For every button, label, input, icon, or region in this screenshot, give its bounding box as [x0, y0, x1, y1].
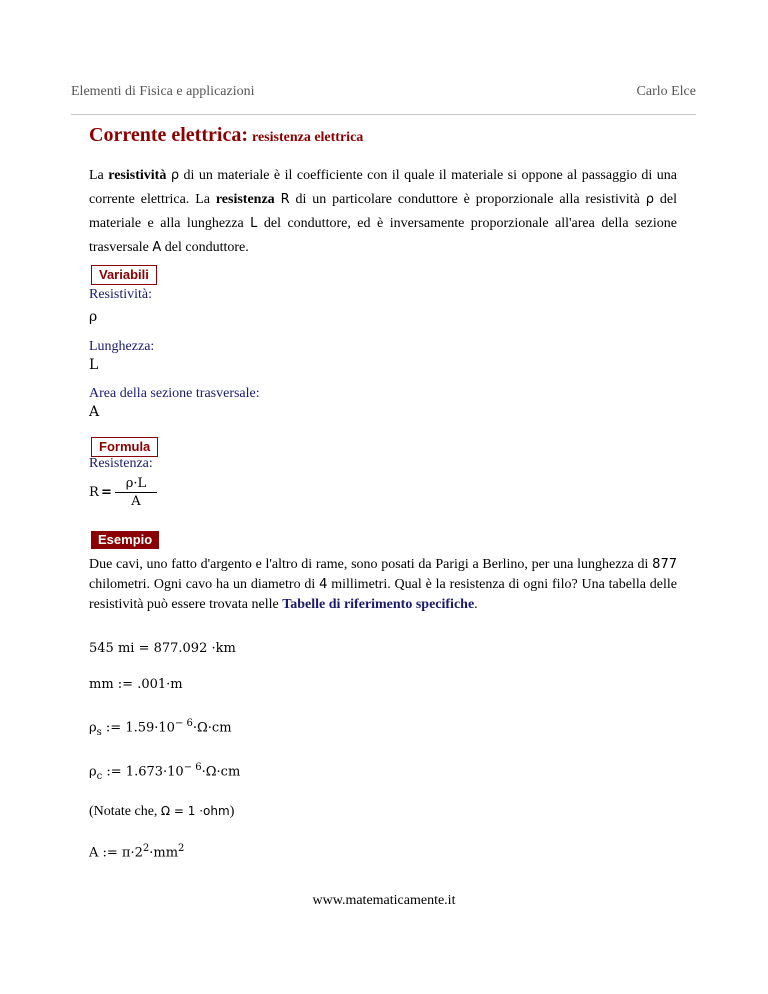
intro-text: del conduttore, ed è inversamente proporzionale all'area della sezione trasversale [89, 216, 677, 255]
rho-symbol: ρ [89, 720, 97, 736]
math-line-rho-c [89, 762, 240, 782]
rho-c-exponent: − 6 [183, 762, 202, 773]
area-exponent: 2 [142, 843, 150, 854]
formula-equals: = [101, 485, 112, 500]
symbol-r: R [280, 192, 290, 207]
title-main: Corrente elettrica: [89, 124, 248, 146]
math-line-area [89, 843, 184, 860]
example-text: millimetri. Qual è la resistenza di ogni filo? Una tabella delle resistività può essere trovata nelle [89, 577, 678, 612]
symbol-rho: ρ [645, 192, 655, 207]
math-line-rho-s [89, 718, 232, 738]
example-text: Due cavi, uno fatto d'argento e l'altro di rame, sono posati da Parigi a Berlino, per una lunghezza di [89, 557, 653, 572]
footer-url: www.matematicamente.it [312, 893, 456, 908]
rho-s-value: := 1.59·10 [101, 720, 175, 736]
math-line-miles: 545 mi = 877.092 ·km [89, 641, 236, 656]
reference-tables-link[interactable]: Tabelle di riferimento specifiche [282, 597, 475, 612]
title-sub: resistenza elettrica [251, 130, 364, 145]
note-text: (Notate che, [89, 804, 161, 819]
variable-symbol-a: A [89, 404, 100, 420]
symbol-l: L [250, 216, 258, 231]
intro-text: del conduttore. [161, 240, 249, 255]
formula-label: Resistenza: [89, 456, 153, 471]
formula-badge: Formula [91, 437, 158, 457]
header-left-text: Elementi di Fisica e applicazioni [71, 84, 255, 99]
esempio-badge: Esempio [91, 531, 159, 549]
intro-text: del materiale e alla lunghezza [89, 192, 677, 231]
variable-label-area: Area della sezione trasversale: [89, 386, 260, 401]
variable-symbol-rho: ρ [89, 309, 98, 325]
symbol-a: A [152, 240, 162, 255]
intro-text: di un materiale è il coefficiente con il quale il materiale si oppone al passaggio di una corrente elettrica. La [89, 168, 678, 207]
formula-numerator: ρ·L [125, 476, 147, 491]
example-mm-value: 4 [319, 577, 328, 592]
rho-s-unit: ·Ω·cm [192, 720, 232, 736]
formula-lhs: R [89, 485, 99, 500]
intro-text: di un particolare conduttore è proporzionale alla resistività [289, 192, 646, 207]
example-paragraph [89, 555, 677, 615]
note-text: ) [229, 804, 235, 819]
area-unit: ·mm [149, 845, 179, 861]
rho-c-subscript: c [96, 770, 103, 782]
variabili-badge: Variabili [91, 265, 157, 285]
rho-c-unit: ·Ω·cm [201, 764, 241, 780]
rho-c-value: := 1.673·10 [102, 764, 184, 780]
rho-s-subscript: s [96, 726, 102, 738]
header-right-text: Carlo Elce [636, 84, 696, 99]
ohm-equation: Ω = 1 ·ohm [160, 804, 230, 818]
example-text: . [474, 597, 478, 612]
fraction-bar [115, 492, 157, 493]
math-line-mm: mm := .001·m [89, 677, 183, 692]
page-title [89, 124, 363, 147]
term-resistenza: resistenza [215, 192, 275, 207]
area-base: A := π·2 [89, 845, 143, 861]
rho-s-exponent: − 6 [174, 718, 193, 729]
example-text: chilometri. Ogni cavo ha un diametro di [89, 577, 320, 592]
variable-label-resistivita: Resistività: [89, 287, 152, 302]
intro-paragraph [89, 164, 677, 260]
symbol-rho: ρ [170, 168, 180, 183]
variable-symbol-l: L [89, 357, 99, 373]
intro-text: La [89, 168, 109, 183]
formula-denominator: A [131, 494, 141, 509]
term-resistivita: resistività [108, 168, 167, 183]
header-divider [71, 114, 696, 115]
rho-symbol: ρ [89, 764, 97, 780]
formula-fraction [115, 476, 157, 509]
area-unit-exponent: 2 [178, 843, 185, 854]
variable-label-lunghezza: Lunghezza: [89, 339, 155, 354]
example-km-value: 877 [652, 557, 677, 572]
ohm-note [89, 804, 234, 820]
